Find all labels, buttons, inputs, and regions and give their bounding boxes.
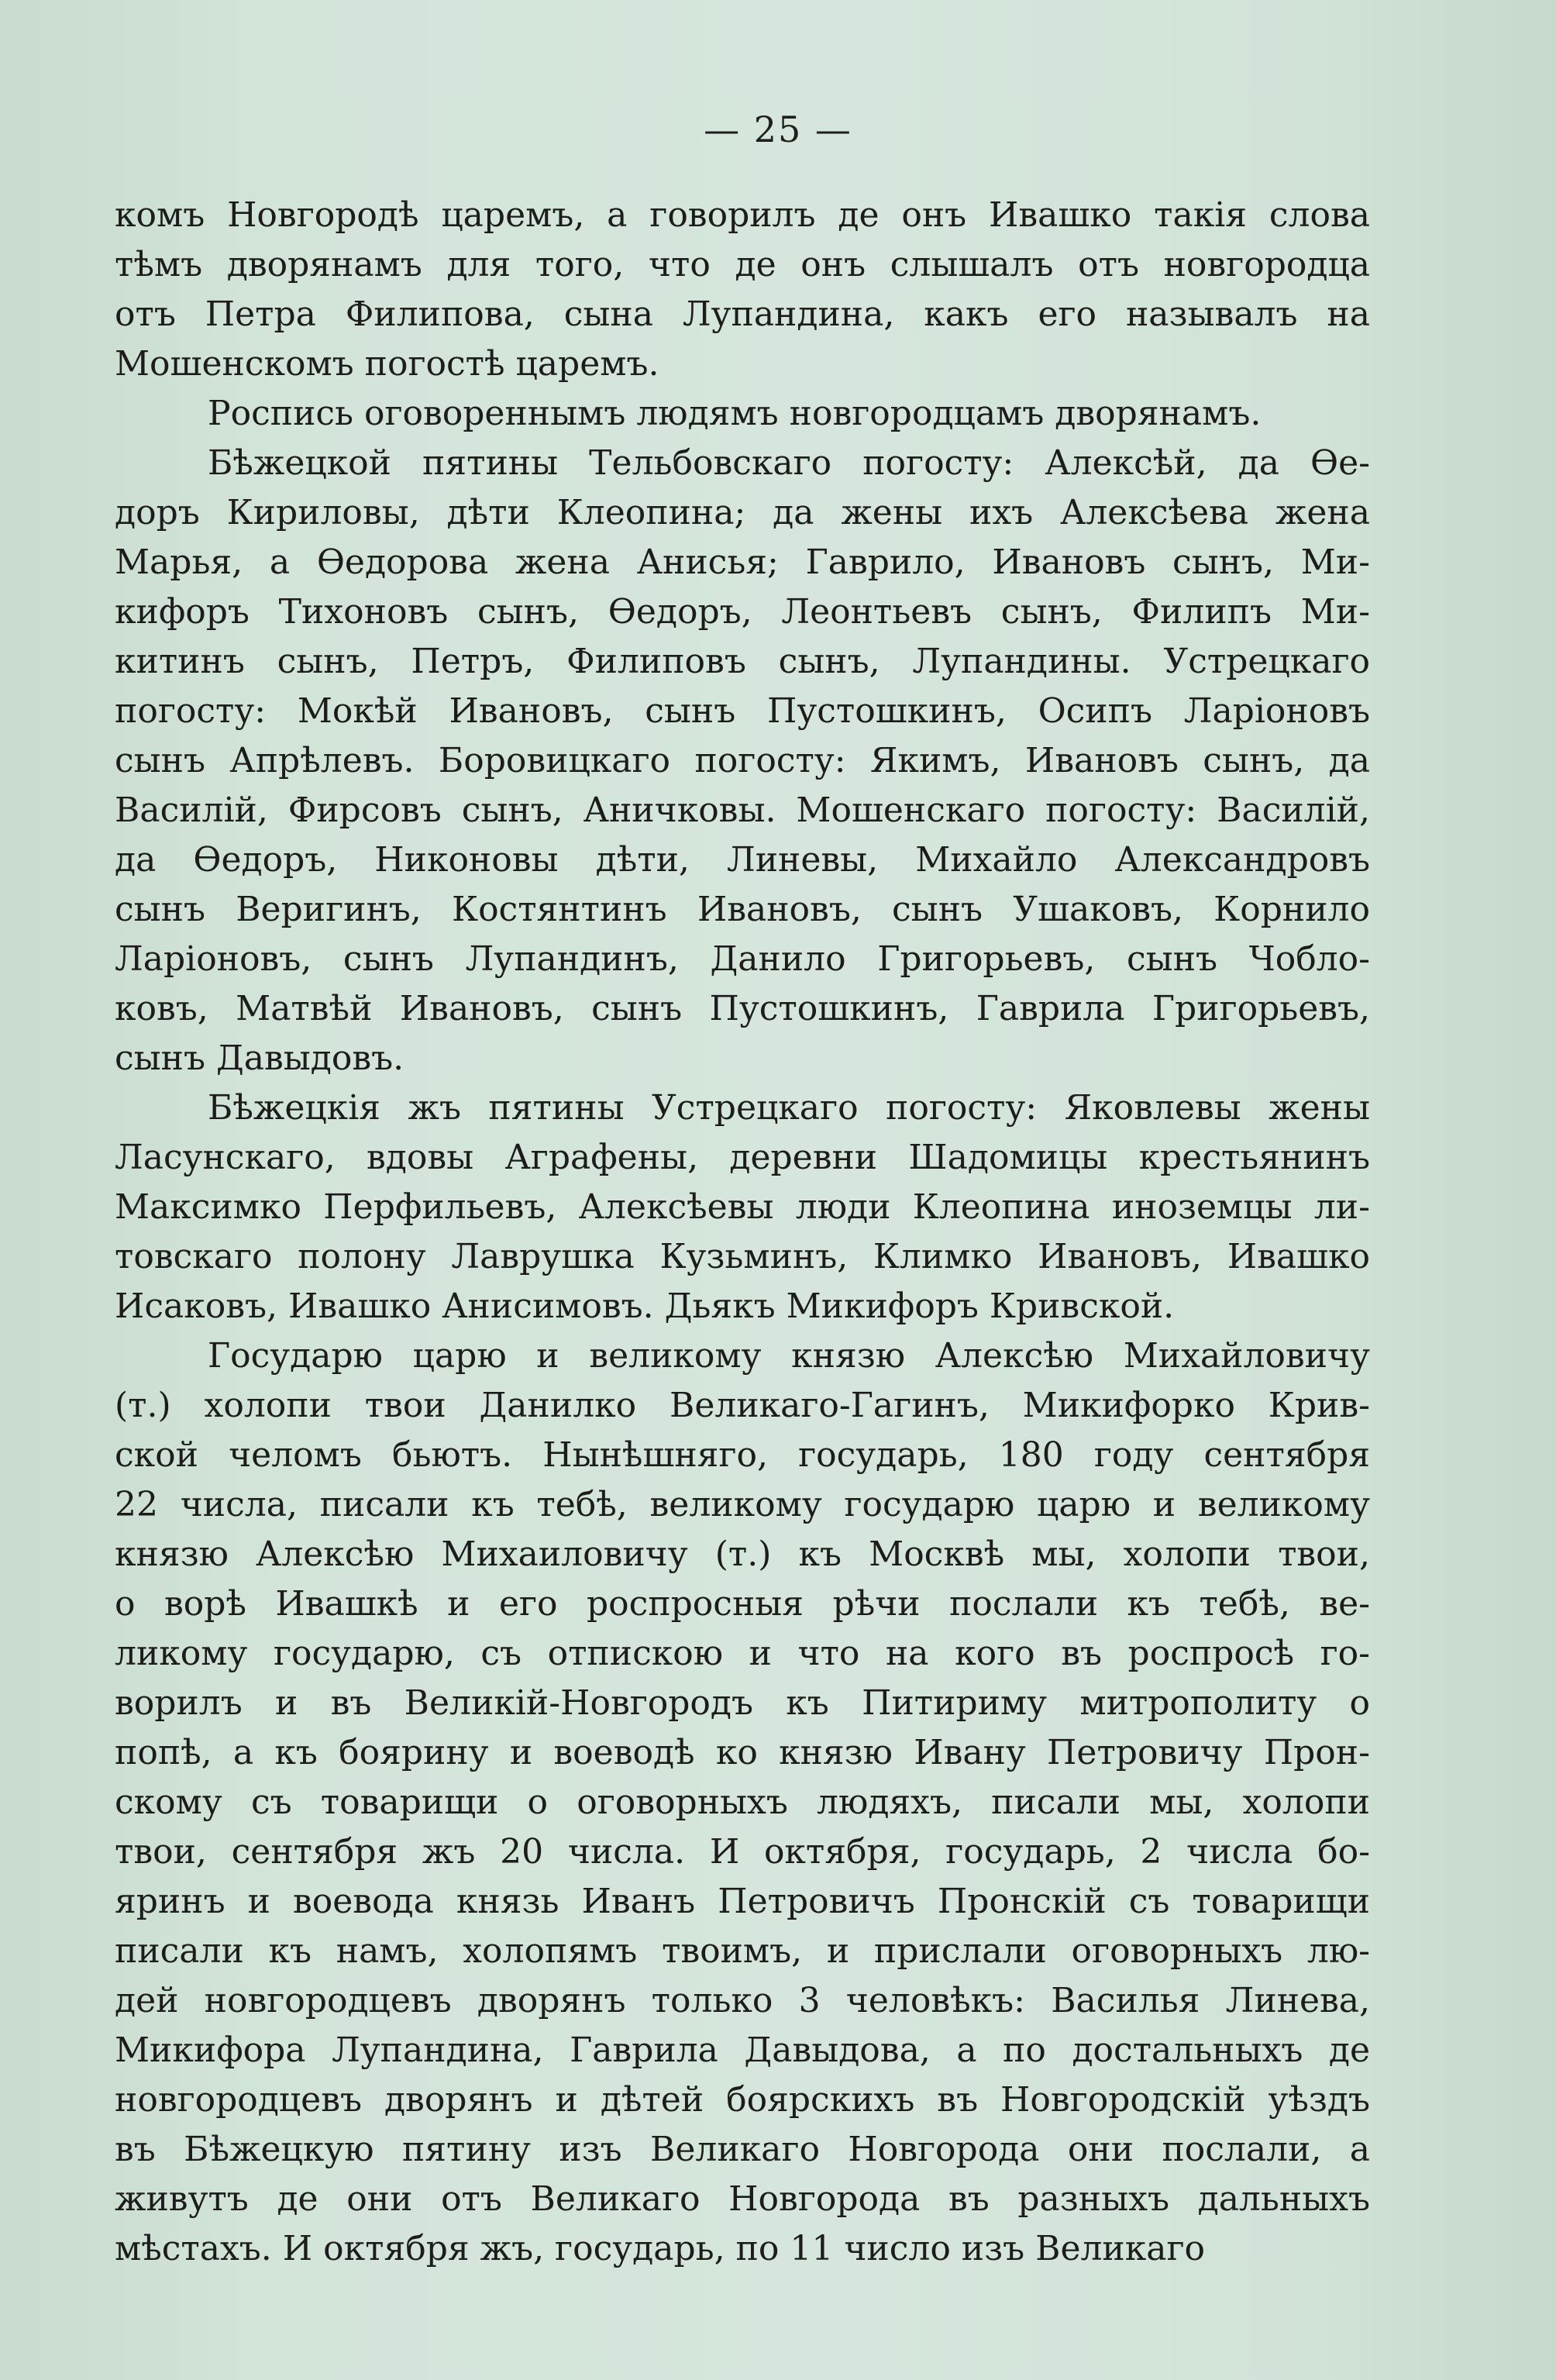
paragraph xyxy=(115,1331,1370,2274)
body-text xyxy=(115,191,1370,2274)
text-line: Максимко Перфильевъ, Алексѣевы люди Клеопина иноземцы ли- xyxy=(115,1187,1370,1227)
text-line: сынъ Веригинъ, Костянтинъ Ивановъ, сынъ Ушаковъ, Корнило xyxy=(115,890,1370,929)
text-line: 22 числа, писали къ тебѣ, великому государю царю и великому xyxy=(115,1485,1370,1524)
text-line: попѣ, а къ боярину и воеводѣ ко князю Ивану Петровичу Прон- xyxy=(115,1733,1370,1772)
text-line: Василій, Фирсовъ сынъ, Аничковы. Мошенскаго погосту: Василій, xyxy=(115,790,1370,830)
text-line: новгородцевъ дворянъ и дѣтей боярскихъ въ Новгородскій уѣздъ xyxy=(115,2080,1370,2120)
text-line: отъ Петра Филипова, сына Лупандина, какъ его называлъ на xyxy=(115,294,1370,334)
text-line: тѣмъ дворянамъ для того, что де онъ слышалъ отъ новгородца xyxy=(115,245,1370,284)
text-line: погосту: Мокѣй Ивановъ, сынъ Пустошкинъ, Осипъ Ларіоновъ xyxy=(115,691,1370,731)
text-line: дей новгородцевъ дворянъ только 3 человѣкъ: Василья Линева, xyxy=(115,1981,1370,2020)
text-line: Мошенскомъ погостѣ царемъ. xyxy=(115,344,659,384)
text-line: Исаковъ, Ивашко Анисимовъ. Дьякъ Микифоръ Кривской. xyxy=(115,1286,1175,1326)
paragraph xyxy=(115,191,1370,389)
text-line: князю Алексѣю Михаиловичу (т.) къ Москвѣ мы, холопи твои, xyxy=(115,1534,1370,1574)
text-line: Микифора Лупандина, Гаврила Давыдова, а по достальныхъ де xyxy=(115,2030,1370,2070)
text-line: товскаго полону Лаврушка Кузьминъ, Климко Ивановъ, Ивашко xyxy=(115,1237,1370,1276)
text-line: мѣстахъ. И октября жъ, государь, по 11 число изъ Великаго xyxy=(115,2229,1206,2268)
text-line: доръ Кириловы, дѣти Клеопина; да жены ихъ Алексѣева жена xyxy=(115,493,1370,532)
text-line: Ларіоновъ, сынъ Лупандинъ, Данило Григорьевъ, сынъ Чобло- xyxy=(115,939,1370,979)
text-line: писали къ намъ, холопямъ твоимъ, и прислали оговорныхъ лю- xyxy=(115,1931,1370,1971)
text-line: скому съ товарищи о оговорныхъ людяхъ, писали мы, холопи xyxy=(115,1782,1370,1822)
text-line: (т.) холопи твои Данилко Великаго-Гагинъ, Микифорко Крив- xyxy=(115,1386,1370,1425)
text-line: сынъ Давыдовъ. xyxy=(115,1038,404,1078)
paragraph xyxy=(115,1083,1370,1331)
text-line: ликому государю, съ отпискою и что на кого въ роспросѣ го- xyxy=(115,1634,1370,1673)
paragraph xyxy=(115,439,1370,1083)
text-line: комъ Новгородѣ царемъ, а говорилъ де онъ Ивашко такія слова xyxy=(115,195,1370,235)
text-line: яринъ и воевода князь Иванъ Петровичъ Пронскій съ товарищи xyxy=(115,1882,1370,1921)
text-line: Марья, а Ѳедорова жена Анисья; Гаврило, Ивановъ сынъ, Ми- xyxy=(115,542,1370,582)
text-line: Бѣжецкія жъ пятины Устрецкаго погосту: Яковлевы жены xyxy=(208,1088,1370,1128)
text-line: живутъ де они отъ Великаго Новгорода въ разныхъ дальныхъ xyxy=(115,2179,1370,2219)
text-line: Государю царю и великому князю Алексѣю Михайловичу xyxy=(208,1336,1370,1376)
text-line: твои, сентября жъ 20 числа. И октября, государь, 2 числа бо- xyxy=(115,1832,1370,1872)
text-line: кифоръ Тихоновъ сынъ, Ѳедоръ, Леонтьевъ сынъ, Филипъ Ми- xyxy=(115,592,1370,632)
text-line: Ласунскаго, вдовы Аграфены, деревни Шадомицы крестьянинъ xyxy=(115,1138,1370,1177)
text-line: о ворѣ Ивашкѣ и его роспросныя рѣчи послали къ тебѣ, ве- xyxy=(115,1584,1370,1624)
text-line: китинъ сынъ, Петръ, Филиповъ сынъ, Лупандины. Устрецкаго xyxy=(115,642,1370,681)
page-number: — 25 — xyxy=(704,108,852,150)
text-line: въ Бѣжецкую пятину изъ Великаго Новгорода они послали, а xyxy=(115,2130,1370,2169)
text-line: Роспись оговореннымъ людямъ новгородцамъ дворянамъ. xyxy=(208,394,1262,433)
text-line: Бѣжецкой пятины Тельбовскаго погосту: Алексѣй, да Ѳе- xyxy=(208,443,1370,483)
text-line: сынъ Апрѣлевъ. Боровицкаго погосту: Якимъ, Ивановъ сынъ, да xyxy=(115,741,1370,780)
text-line: ворилъ и въ Великій-Новгородъ къ Питириму митрополиту о xyxy=(115,1683,1370,1723)
text-line: ской челомъ бьютъ. Нынѣшняго, государь, 180 году сентября xyxy=(115,1435,1370,1475)
paragraph xyxy=(115,389,1370,439)
text-line: ковъ, Матвѣй Ивановъ, сынъ Пустошкинъ, Гаврила Григорьевъ, xyxy=(115,989,1370,1028)
text-line: да Ѳедоръ, Никоновы дѣти, Линевы, Михайло Александровъ xyxy=(115,840,1370,880)
